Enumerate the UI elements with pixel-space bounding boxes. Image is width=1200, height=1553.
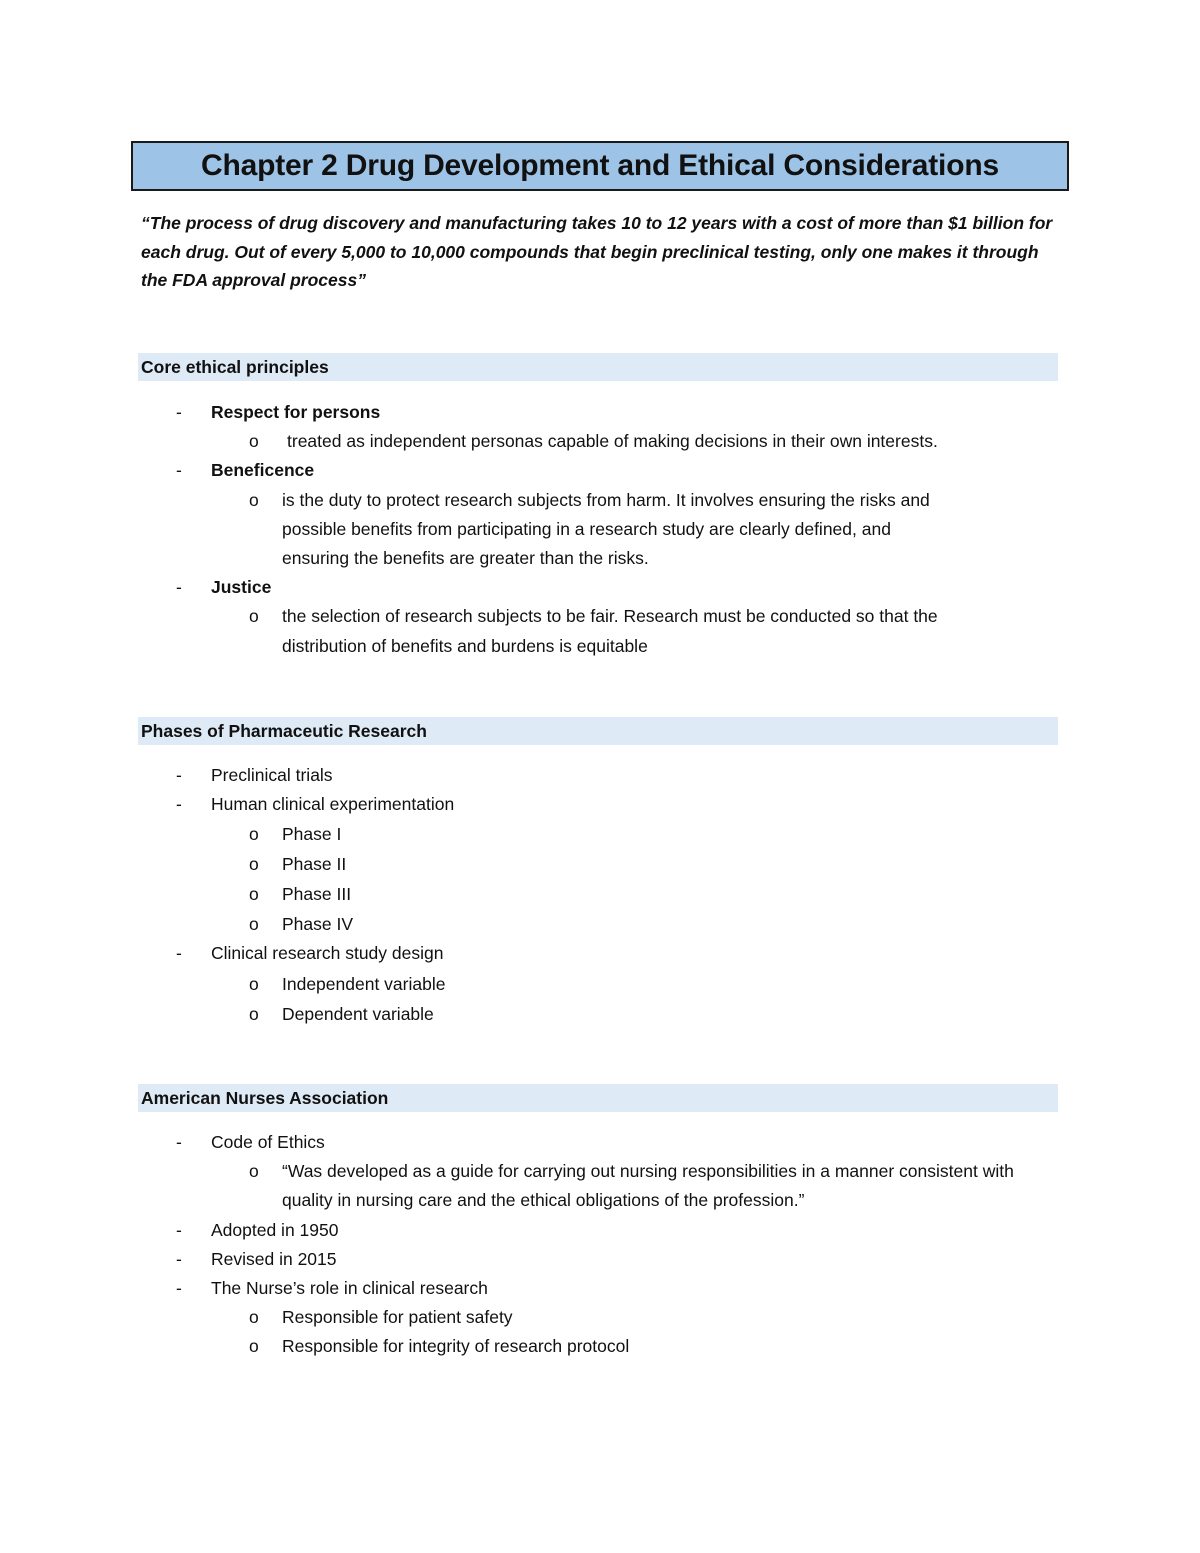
chapter-title: Chapter 2 Drug Development and Ethical Considerations [201, 149, 999, 182]
sub-item-patient-safety [141, 1303, 1061, 1332]
list-item-code-of-ethics [141, 1128, 1061, 1216]
sub-item-phase-2 [141, 849, 1061, 879]
sub-item-text: Phase III [282, 884, 352, 905]
bullet-marker: o [249, 973, 259, 994]
list-item-justice [141, 573, 1061, 661]
item-label: Beneficence [211, 460, 315, 481]
bullet-marker: o [249, 914, 259, 935]
list-item-beneficence [141, 456, 1061, 573]
list-item-respect-for-persons [141, 398, 1061, 456]
item-label: Code of Ethics [211, 1132, 325, 1152]
sub-item-text: treated as independent personas capable of making decisions in their own interests. [287, 431, 938, 452]
sub-item [141, 1157, 1061, 1215]
sub-item-dependent-variable [141, 999, 1061, 1029]
item-label: Respect for persons [211, 402, 381, 422]
sub-item [141, 427, 1061, 456]
section-title: Core ethical principles [141, 356, 329, 377]
list-item-nurses-role [141, 1274, 1061, 1362]
bullet-marker: o [249, 1307, 259, 1328]
sub-item-text: Independent variable [282, 973, 446, 994]
phases-list [141, 761, 1061, 1029]
item-label: Adopted in 1950 [211, 1219, 339, 1240]
bullet-marker: o [249, 606, 259, 627]
section-header-phases [138, 717, 1058, 745]
sub-item-text: is the duty to protect research subjects from harm. It involves ensuring the risks and possible benefits from participating in a research study are clearly defined, and ensuring the benefits are greater than the risks. [282, 489, 930, 569]
item-label: The Nurse’s role in clinical research [211, 1278, 488, 1299]
sub-item-phase-3 [141, 879, 1061, 909]
bullet-marker: o [249, 824, 259, 845]
dash-marker: - [176, 402, 182, 422]
dash-marker: - [176, 1132, 182, 1152]
list-item-human-clinical-experimentation [141, 790, 1061, 939]
sub-item-text: Responsible for patient safety [282, 1307, 513, 1328]
dash-marker: - [176, 1278, 182, 1299]
dash-marker: - [176, 943, 182, 964]
section-header-core-ethical-principles [138, 353, 1058, 381]
bullet-marker: o [249, 1003, 259, 1024]
sub-item-text: Phase I [282, 824, 342, 845]
bullet-marker: o [249, 489, 259, 510]
sub-item-phase-1 [141, 819, 1061, 849]
list-item-preclinical-trials [141, 761, 1061, 790]
dash-marker: - [176, 1248, 182, 1269]
item-label: Clinical research study design [211, 943, 444, 964]
list-item-revised [141, 1245, 1061, 1274]
bullet-marker: o [249, 884, 259, 905]
dash-marker: - [176, 765, 182, 785]
section-header-american-nurses-association [138, 1084, 1058, 1112]
item-label: Preclinical trials [211, 765, 333, 785]
sub-item-text: the selection of research subjects to be fair. Research must be conducted so that the distribution of benefits and burdens is equitable [282, 606, 938, 656]
dash-marker: - [176, 577, 182, 598]
bullet-marker: o [249, 431, 259, 452]
section-title: Phases of Pharmaceutic Research [141, 720, 427, 741]
item-label: Justice [211, 577, 272, 598]
sub-item-text: “Was developed as a guide for carrying out nursing responsibilities in a manner consistent with quality in nursing care and the ethical obligations of the profession.” [282, 1161, 1014, 1211]
sub-item-research-protocol [141, 1332, 1061, 1361]
item-label: Human clinical experimentation [211, 794, 455, 815]
sub-item-phase-4 [141, 909, 1061, 939]
dash-marker: - [176, 1219, 182, 1240]
item-label: Revised in 2015 [211, 1248, 337, 1269]
sub-item-text: Dependent variable [282, 1003, 434, 1024]
list-item-clinical-research-study-design [141, 939, 1061, 1028]
bullet-marker: o [249, 1336, 259, 1357]
sub-item-text: Phase II [282, 854, 347, 875]
core-principles-list [141, 398, 1061, 661]
sub-item [141, 486, 1061, 574]
list-item-adopted [141, 1216, 1061, 1245]
ana-list [141, 1128, 1061, 1362]
chapter-title-box [131, 141, 1069, 191]
bullet-marker: o [249, 854, 259, 875]
sub-item-text: Phase IV [282, 914, 354, 935]
intro-quote: “The process of drug discovery and manufacturing takes 10 to 12 years with a cost of more than $1 billion for each drug. Out of every 5,000 to 10,000 compounds that begin preclinical testing, only one makes it through the FDA approval process” [141, 213, 1053, 290]
sub-item-text: Responsible for integrity of research protocol [282, 1336, 630, 1357]
sub-item-independent-variable [141, 969, 1061, 999]
section-title: American Nurses Association [141, 1087, 389, 1108]
sub-item [141, 602, 1061, 660]
dash-marker: - [176, 460, 182, 481]
dash-marker: - [176, 794, 182, 815]
bullet-marker: o [249, 1161, 259, 1182]
